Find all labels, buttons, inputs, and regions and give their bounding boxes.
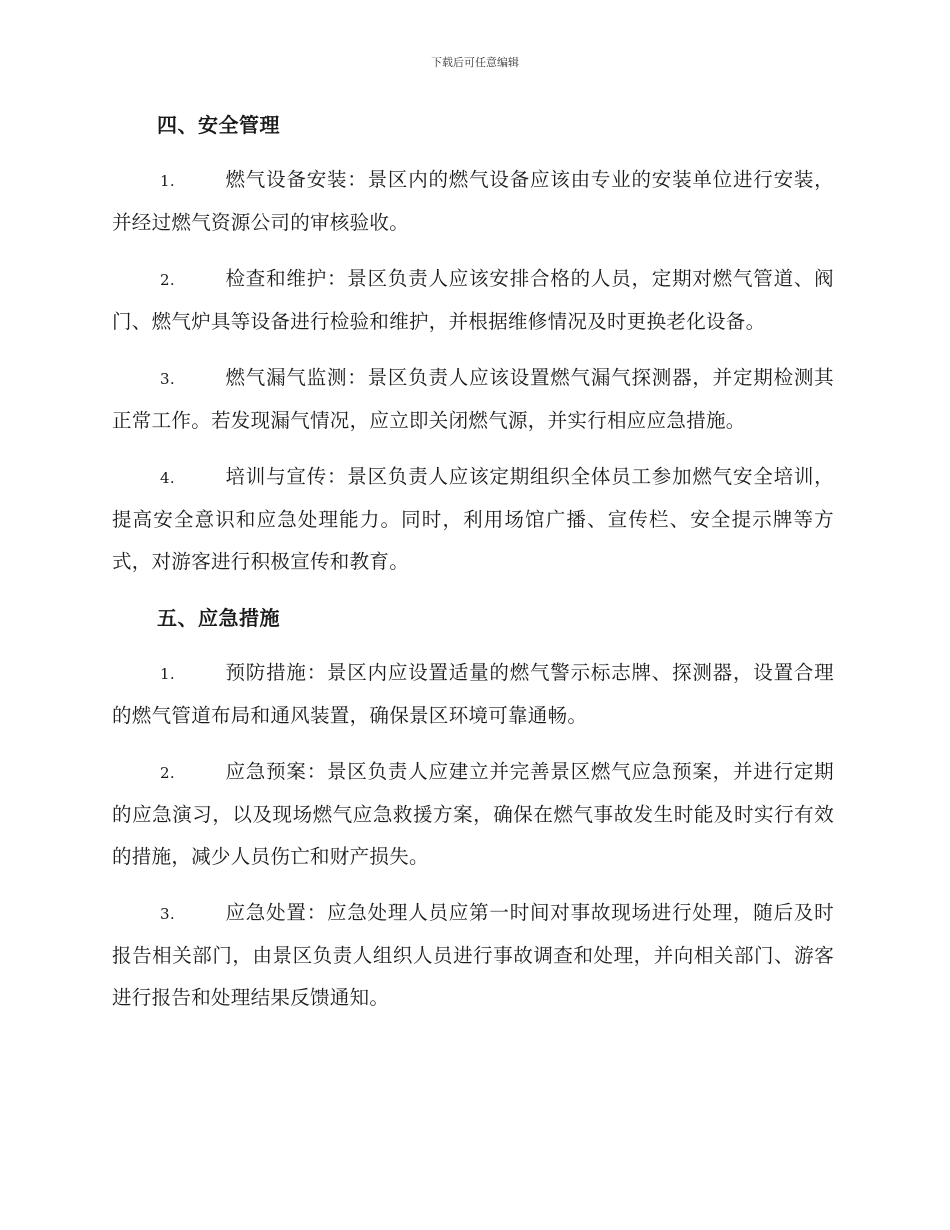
header-note: 下载后可任意编辑: [431, 56, 519, 69]
list-item: [112, 652, 834, 737]
item-number: 4.: [160, 469, 175, 487]
item-text: 应急预案：景区负责人应建立并完善景区燃气应急预案，并进行定期的应急演习，以及现场燃气应急救援方案，确保在燃气事故发生时能及时实行有效的措施，减少人员伤亡和财产损失。: [112, 760, 834, 868]
list-item: [112, 159, 834, 244]
item-text: 检查和维护：景区负责人应该安排合格的人员，定期对燃气管道、阀门、燃气炉具等设备进行检验和维护，并根据维修情况及时更换老化设备。: [112, 267, 834, 333]
list-item: [112, 357, 834, 442]
item-text: 培训与宣传：景区负责人应该定期组织全体员工参加燃气安全培训，提高安全意识和应急处理能力。同时，利用场馆广播、宣传栏、安全提示牌等方式，对游客进行积极宣传和教育。: [112, 465, 834, 573]
item-text: 燃气漏气监测：景区负责人应该设置燃气漏气探测器，并定期检测其正常工作。若发现漏气情况，应立即关闭燃气源，并实行相应应急措施。: [112, 366, 834, 432]
document-body: [112, 104, 834, 1033]
item-number: 3.: [160, 370, 175, 388]
item-text: 燃气设备安装：景区内的燃气设备应该由专业的安装单位进行安装，并经过燃气资源公司的审核验收。: [112, 168, 834, 234]
item-number: 2.: [160, 271, 175, 289]
list-item: [112, 751, 834, 878]
section-title-emergency-measures: 五、应急措施: [157, 606, 280, 630]
list-item: [112, 892, 834, 1019]
item-number: 1.: [160, 665, 175, 683]
list-item: [112, 258, 834, 343]
section-title-safety-management: 四、安全管理: [157, 113, 280, 137]
item-text: 预防措施：景区内应设置适量的燃气警示标志牌、探测器，设置合理的燃气管道布局和通风装置，确保景区环境可靠通畅。: [112, 661, 834, 727]
list-item: [112, 456, 834, 583]
item-number: 3.: [160, 905, 175, 923]
item-number: 2.: [160, 764, 175, 782]
item-text: 应急处置：应急处理人员应第一时间对事故现场进行处理，随后及时报告相关部门，由景区负责人组织人员进行事故调查和处理，并向相关部门、游客进行报告和处理结果反馈通知。: [112, 901, 834, 1009]
item-number: 1.: [160, 172, 175, 190]
